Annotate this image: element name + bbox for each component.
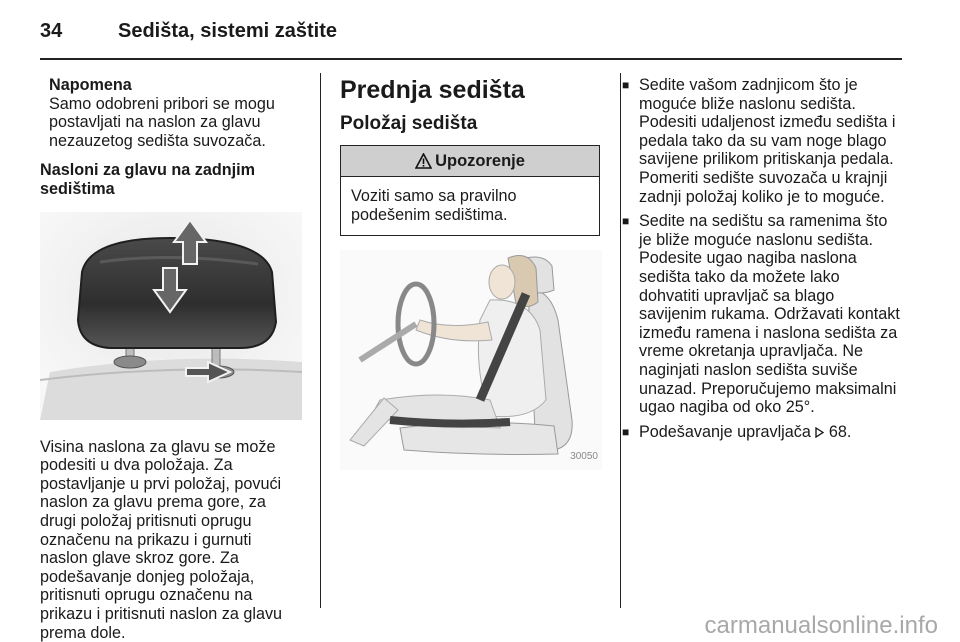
list-item: ■ Sedite na sedištu sa ramenima što je bliže moguće naslonu sedišta. Podesite ugao nagiba naslona sedišta tako da možete lako dohvatiti upravljač sa blago savijenim rukama. Održavati kontakt između ramena i naslona sedišta za vreme okretanja upravljača. Ne naginjati naslon sedišta suviše unazad. Preporučujemo maksimalni ugao nagiba od oko 25°. [622,212,904,417]
headrest-subheading: Nasloni za glavu na zadnjim sedištima [40,161,255,198]
warning-box [340,145,600,236]
column-1 [40,76,302,642]
chapter-title: Sedišta, sistemi zaštite [118,20,337,42]
warning-header [341,146,599,177]
seat-figure [340,250,602,470]
warning-text: Voziti samo sa pravilno podešenim sedištima. [351,187,517,224]
driver-seat-illustration [340,250,602,470]
column-2 [340,76,602,470]
page-reference-link[interactable]: 68. [828,422,852,441]
column-3 [622,76,904,447]
headrest-illustration [40,212,302,420]
column-divider-1 [320,73,321,608]
page-number: 34 [40,20,63,42]
warning-title: Upozorenje [435,151,525,170]
warning-triangle-icon [415,153,432,169]
list-item [622,423,904,442]
section-subheading: Položaj sedišta [340,113,478,134]
note-title: Napomena [49,76,132,94]
watermark: carmanualsonline.info [704,612,938,639]
section-heading: Prednja sedišta [340,76,525,104]
header-rule [40,58,902,60]
note-text: Samo odobreni pribori se mogu postavljati na naslon za glavu nezauzetog sedišta suvozača. [49,94,275,150]
note-block [40,76,302,150]
figure-code: 30050 [570,451,598,463]
column-divider-2 [620,73,621,608]
headrest-paragraph: Visina naslona za glavu se može podesiti u dva položaja. Za postavljanje u prvi položaj, povući naslon za glavu prema gore, za drugi položaj pritisnuti oprugu označenu na prikazu i gurnuti naslon glave skroz gore. Za podešavanje donjeg položaja, pritisnuti oprugu označenu na prikazu i pritisnuti naslon za glavu prema dole. [40,437,283,642]
list-item: ■ Sedite vašom zadnjicom što je moguće bliže naslonu sedišta. Podesiti udaljenost između sedišta i pedala tako da su vam noge blago savijene prilikom pritiskanja pedala. Pomeriti sedište suvozača u krajnji zadnji položaj koliko je to moguće. [622,76,904,206]
page-reference-icon [815,427,824,438]
bullet3-text: Podešavanje upravljača [639,422,811,441]
